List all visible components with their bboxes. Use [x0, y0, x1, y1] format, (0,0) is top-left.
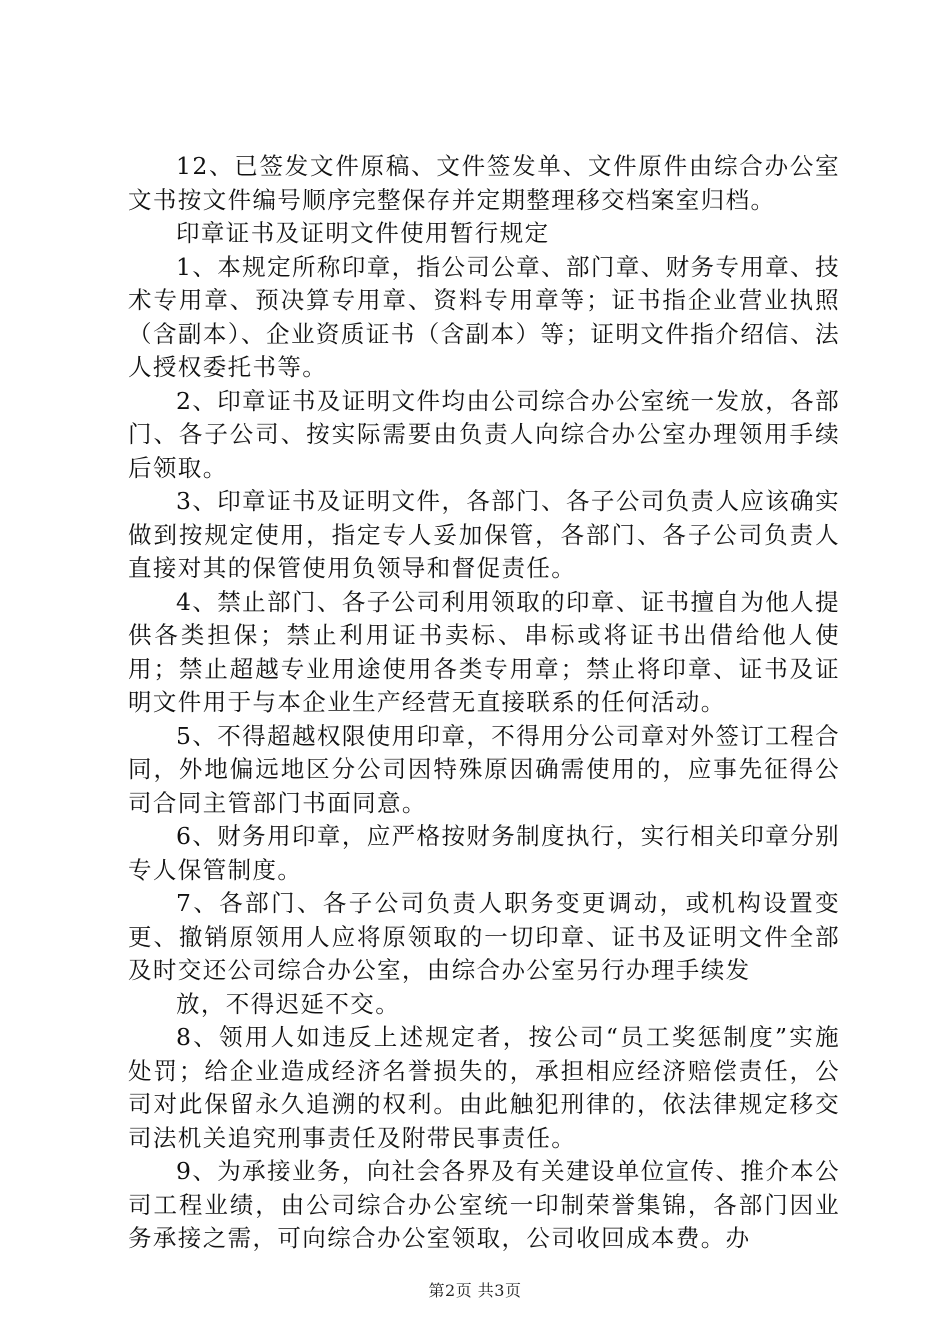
paragraph-4-prohibitions: 4、禁止部门、各子公司利用领取的印章、证书擅自为他人提供各类担保；禁止利用证书卖标、串标或将证书出借给他人使用；禁止超越专业用途使用各类专用章；禁止将印章、证书及证明文件用于与本企业生产经营无直接联系的任何活动。 [128, 587, 840, 716]
paragraph-5-authority: 5、不得超越权限使用印章，不得用分公司章对外签订工程合同，外地偏远地区分公司因特殊原因确需使用的，应事先征得公司合同主管部门书面同意。 [128, 721, 840, 817]
paragraph-1-definitions: 1、本规定所称印章，指公司公章、部门章、财务专用章、技术专用章、预决算专用章、资料专用章等；证书指企业营业执照（含副本）、企业资质证书（含副本）等；证明文件指介绍信、法人授权委托书等。 [128, 252, 840, 381]
paragraph-3-custody: 3、印章证书及证明文件，各部门、各子公司负责人应该确实做到按规定使用，指定专人妥加保管，各部门、各子公司负责人直接对其的保管使用负领导和督促责任。 [128, 487, 840, 582]
paragraph-2-distribution: 2、印章证书及证明文件均由公司综合办公室统一发放，各部门、各子公司、按实际需要由负责人向综合办公室办理领用手续后领取。 [128, 386, 840, 482]
paragraph-7-continuation: 放，不得迟延不交。 [176, 989, 401, 1018]
page-number-footer: 第2页 共3页 [428, 1281, 522, 1300]
document-body [128, 150, 840, 1256]
paragraph-8-penalties: 8、领用人如违反上述规定者，按公司“员工奖惩制度”实施处罚；给企业造成经济名誉损失的，承担相应经济赔偿责任，公司对此保留永久追溯的权利。由此触犯刑律的，依法律规定移交司法机关追究刑事责任及附带民事责任。 [128, 1023, 840, 1152]
paragraph-7-return: 7、各部门、各子公司负责人职务变更调动，或机构设置变更、撤销原领用人应将原领取的一切印章、证书及证明文件全部及时交还公司综合办公室，由综合办公室另行办理手续发 [128, 889, 840, 984]
paragraph-12-archiving: 12、已签发文件原稿、文件签发单、文件原件由综合办公室文书按文件编号顺序完整保存并定期整理移交档案室归档。 [128, 152, 840, 214]
section-heading: 印章证书及证明文件使用暂行规定 [176, 219, 550, 247]
paragraph-6-finance-seal: 6、财务用印章，应严格按财务制度执行，实行相关印章分别专人保管制度。 [128, 822, 840, 884]
paragraph-9-promotion: 9、为承接业务，向社会各界及有关建设单位宣传、推介本公司工程业绩，由公司综合办公室统一印制荣誉集锦，各部门因业务承接之需，可向综合办公室领取，公司收回成本费。办 [128, 1157, 840, 1252]
